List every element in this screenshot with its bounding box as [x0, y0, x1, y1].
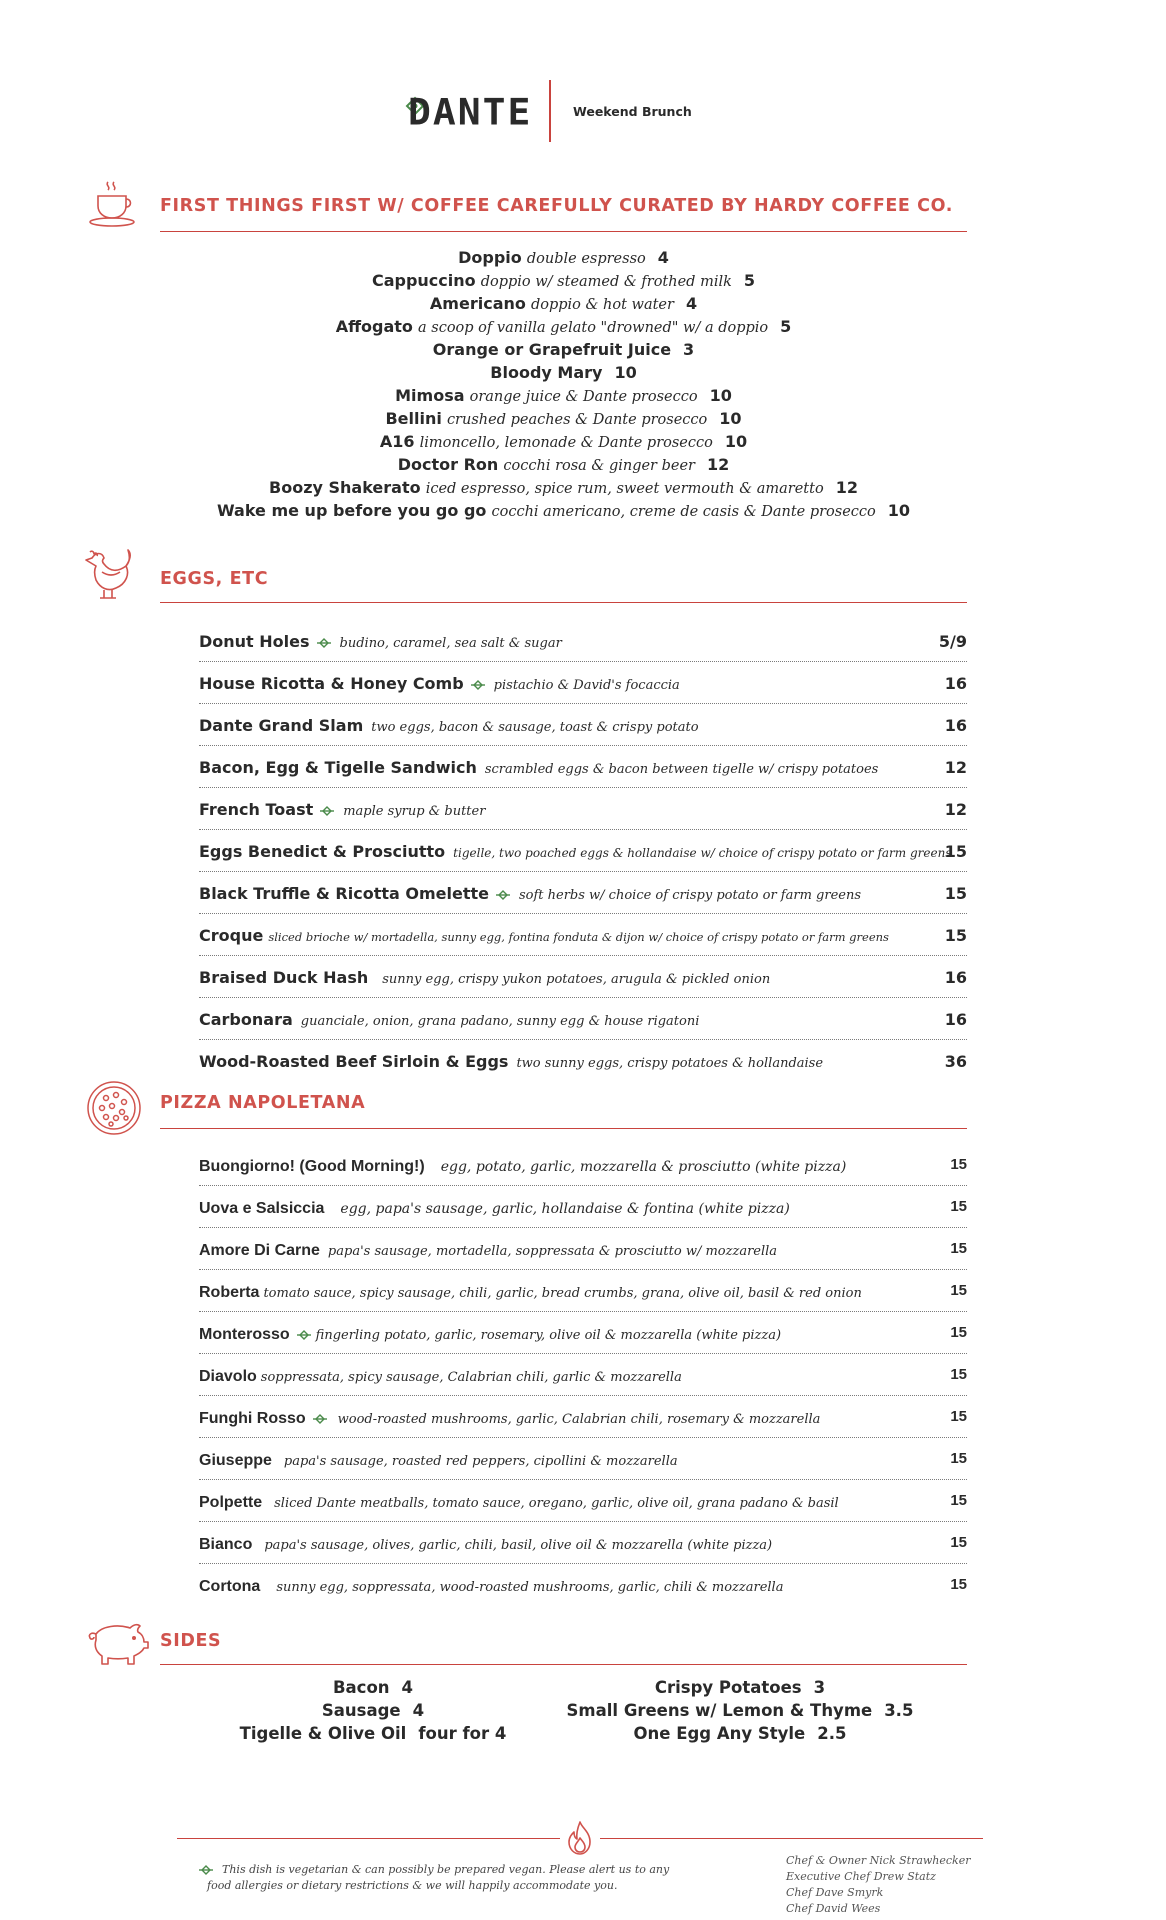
vegetarian-leaf-icon: [319, 806, 335, 816]
table-row: [199, 1522, 967, 1564]
list-item: [160, 292, 967, 315]
eggs-list: [199, 620, 967, 1082]
item-name: Cortona: [199, 1578, 261, 1595]
list-item: [560, 1676, 920, 1699]
item-desc: scrambled eggs & bacon between tigelle w/ crispy potatoes: [484, 762, 879, 777]
item-price: 15: [944, 884, 967, 903]
item-price: 4: [401, 1678, 414, 1697]
item-name: Crispy Potatoes: [654, 1678, 802, 1697]
item-desc: maple syrup & butter: [343, 804, 486, 819]
chef-credit: Chef Dave Smyrk: [786, 1886, 884, 1899]
item-price: 5: [743, 271, 756, 290]
list-item: [160, 246, 967, 269]
item-name: Orange or Grapefruit Juice: [432, 340, 672, 359]
table-row: [199, 830, 967, 872]
chef-credit: Chef & Owner Nick Strawhecker: [786, 1854, 971, 1867]
list-item: [160, 338, 967, 361]
item-desc: pistachio & David's focaccia: [493, 678, 680, 693]
list-item: [560, 1722, 920, 1745]
list-item: [160, 315, 967, 338]
item-desc: sliced Dante meatballs, tomato sauce, oregano, garlic, olive oil, grana padano & basil: [274, 1496, 839, 1511]
vegetarian-leaf-icon: [495, 890, 511, 900]
sides-left-list: [218, 1676, 528, 1745]
list-item: [160, 407, 967, 430]
item-price: 15: [944, 842, 967, 861]
item-price: 15: [950, 1198, 967, 1215]
table-row: [199, 1040, 967, 1082]
item-price: 10: [724, 432, 748, 451]
item-price: 15: [950, 1450, 967, 1467]
item-desc: crushed peaches & Dante prosecco: [446, 412, 708, 428]
item-name: Amore Di Carne: [199, 1242, 320, 1259]
item-name: Bacon, Egg & Tigelle Sandwich: [199, 758, 477, 777]
item-price: 16: [944, 674, 967, 693]
menu-subtitle: Weekend Brunch: [573, 104, 692, 119]
item-name: Bacon: [332, 1678, 390, 1697]
item-desc: a scoop of vanilla gelato "drowned" w/ a doppio: [418, 320, 769, 336]
item-desc: egg, papa's sausage, garlic, hollandaise & fontina (white pizza): [340, 1201, 790, 1217]
item-price: 10: [887, 501, 911, 520]
item-desc: tigelle, two poached eggs & hollandaise w/ choice of crispy potato or farm greens: [453, 846, 952, 860]
sides-section-rule: [160, 1664, 967, 1665]
rooster-icon: [82, 548, 134, 602]
item-desc: doppio & hot water: [530, 297, 674, 313]
item-price: 15: [950, 1156, 967, 1173]
item-price: 3: [683, 340, 695, 359]
item-name: Diavolo: [199, 1368, 257, 1385]
eggs-section-title: EGGS, ETC: [160, 569, 269, 589]
item-name: Wake me up before you go go: [216, 501, 487, 520]
item-desc: sunny egg, crispy yukon potatoes, arugula & pickled onion: [382, 972, 771, 987]
item-price: 15: [950, 1324, 967, 1341]
item-name: Doctor Ron: [397, 455, 499, 474]
table-row: [199, 914, 967, 956]
sides-section-title: SIDES: [160, 1631, 222, 1651]
item-desc: fingerling potato, garlic, rosemary, olive oil & mozzarella (white pizza): [315, 1328, 782, 1343]
dietary-note: [198, 1862, 678, 1894]
list-item: [160, 430, 967, 453]
vegetarian-leaf-icon: [198, 1865, 214, 1875]
item-price: 15: [950, 1240, 967, 1257]
item-price: 16: [944, 968, 967, 987]
item-name: Wood-Roasted Beef Sirloin & Eggs: [199, 1052, 509, 1071]
pizza-section-rule: [160, 1128, 967, 1129]
item-name: Americano: [429, 294, 526, 313]
vegetarian-leaf-icon: [312, 1414, 328, 1424]
flame-icon: [566, 1820, 594, 1856]
item-price: 3.5: [884, 1701, 914, 1720]
header-divider: [549, 80, 551, 142]
item-desc: sunny egg, soppressata, wood-roasted mushrooms, garlic, chili & mozzarella: [276, 1580, 784, 1595]
table-row: [199, 788, 967, 830]
item-name: House Ricotta & Honey Comb: [199, 674, 464, 693]
item-name: Braised Duck Hash: [199, 968, 369, 987]
item-name: Donut Holes: [199, 632, 310, 651]
item-price: 4: [412, 1701, 425, 1720]
item-price: 15: [950, 1366, 967, 1383]
item-name: Croque: [199, 926, 264, 945]
item-price: 12: [944, 800, 967, 819]
coffee-section-rule: [160, 231, 967, 232]
item-price: 12: [944, 758, 967, 777]
menu-header: [0, 78, 1166, 148]
vegetarian-leaf-icon: [296, 1330, 312, 1340]
item-price: 15: [950, 1282, 967, 1299]
item-name: Polpette: [199, 1494, 263, 1511]
item-name: Bianco: [199, 1536, 253, 1553]
item-price: 15: [950, 1534, 967, 1551]
pizza-icon: [86, 1080, 142, 1136]
item-desc: doppio w/ steamed & frothed milk: [480, 274, 732, 290]
coffee-cup-icon: [86, 178, 138, 230]
list-item: [560, 1699, 920, 1722]
item-price: 5: [780, 317, 792, 336]
chef-credit: Executive Chef Drew Statz: [786, 1870, 936, 1883]
table-row: [199, 662, 967, 704]
item-price: 10: [614, 363, 637, 382]
table-row: [199, 1228, 967, 1270]
item-name: Cappuccino: [371, 271, 476, 290]
item-desc: sliced brioche w/ mortadella, sunny egg, fontina fonduta & dijon w/ choice of crispy potato or farm greens: [268, 930, 889, 944]
item-price: 10: [709, 386, 732, 405]
item-desc: two sunny eggs, crispy potatoes & hollandaise: [516, 1056, 824, 1071]
table-row: [199, 1312, 967, 1354]
item-desc: papa's sausage, olives, garlic, chili, basil, olive oil & mozzarella (white pizza): [264, 1538, 773, 1553]
list-item: [218, 1699, 528, 1722]
list-item: [160, 499, 967, 522]
item-name: Boozy Shakerato: [269, 478, 421, 497]
table-row: [199, 620, 967, 662]
item-name: Bellini: [385, 409, 442, 428]
item-price: 15: [950, 1492, 967, 1509]
item-desc: cocchi americano, creme de casis & Dante prosecco: [491, 504, 876, 520]
pizza-section-title: PIZZA NAPOLETANA: [160, 1093, 366, 1113]
coffee-section-title: FIRST THINGS FIRST W/ COFFEE CAREFULLY CURATED BY HARDY COFFEE CO.: [160, 196, 953, 216]
item-name: Funghi Rosso: [199, 1410, 306, 1427]
chef-credit: Chef David Wees: [786, 1902, 881, 1915]
list-item: [160, 269, 967, 292]
item-desc: tomato sauce, spicy sausage, chili, garlic, bread crumbs, grana, olive oil, basil & red onion: [263, 1286, 862, 1301]
item-name: French Toast: [199, 800, 314, 819]
footer-rule-right: [600, 1838, 983, 1839]
sides-right-list: [560, 1676, 920, 1745]
item-price: 15: [944, 926, 967, 945]
table-row: [199, 704, 967, 746]
item-price: 16: [944, 1010, 967, 1029]
item-name: Eggs Benedict & Prosciutto: [199, 842, 446, 861]
item-name: Dante Grand Slam: [199, 716, 364, 735]
item-desc: iced espresso, spice rum, sweet vermouth & amaretto: [425, 481, 824, 497]
chef-credits: [786, 1853, 971, 1917]
item-name: Mimosa: [395, 386, 465, 405]
item-price: 15: [950, 1408, 967, 1425]
item-price: 5/9: [938, 632, 967, 651]
item-name: Doppio: [458, 248, 522, 267]
item-desc: double espresso: [526, 251, 646, 267]
item-price: 3: [813, 1678, 826, 1697]
item-price: 10: [719, 409, 742, 428]
item-price: 4: [685, 294, 698, 313]
dietary-note-line: This dish is vegetarian & can possibly be prepared vegan. Please alert us to any: [222, 1863, 670, 1876]
item-desc: soft herbs w/ choice of crispy potato or farm greens: [518, 888, 861, 903]
dietary-note-line: food allergies or dietary restrictions & we will happily accommodate you.: [207, 1879, 618, 1892]
table-row: [199, 1186, 967, 1228]
item-name: Buongiorno! (Good Morning!): [199, 1158, 425, 1175]
item-name: Carbonara: [199, 1010, 293, 1029]
item-price: 36: [944, 1052, 967, 1071]
item-price: 4: [657, 248, 669, 267]
item-name: Monterosso: [199, 1326, 290, 1343]
item-desc: guanciale, onion, grana padano, sunny egg & house rigatoni: [300, 1014, 700, 1029]
item-name: One Egg Any Style: [633, 1724, 806, 1743]
item-price: four for 4: [418, 1724, 507, 1743]
item-desc: egg, potato, garlic, mozzarella & prosciutto (white pizza): [440, 1159, 847, 1175]
item-desc: papa's sausage, mortadella, soppressata & prosciutto w/ mozzarella: [327, 1244, 778, 1259]
eggs-section-rule: [160, 602, 967, 603]
item-name: Roberta: [199, 1284, 260, 1301]
item-name: A16: [379, 432, 415, 451]
list-item: [160, 361, 967, 384]
restaurant-logo: DANTE: [408, 91, 533, 133]
item-name: Small Greens w/ Lemon & Thyme: [566, 1701, 873, 1720]
item-price: 16: [944, 716, 967, 735]
list-item: [218, 1722, 528, 1745]
item-desc: soppressata, spicy sausage, Calabrian chili, garlic & mozzarella: [260, 1370, 682, 1385]
item-desc: limoncello, lemonade & Dante prosecco: [419, 435, 713, 451]
item-desc: cocchi rosa & ginger beer: [503, 458, 695, 474]
item-desc: wood-roasted mushrooms, garlic, Calabrian chili, rosemary & mozzarella: [337, 1412, 821, 1427]
item-desc: orange juice & Dante prosecco: [469, 389, 698, 405]
item-desc: budino, caramel, sea salt & sugar: [339, 636, 562, 651]
coffee-list: [160, 246, 967, 522]
item-name: Tigelle & Olive Oil: [239, 1724, 407, 1743]
item-name: Black Truffle & Ricotta Omelette: [199, 884, 489, 903]
item-desc: two eggs, bacon & sausage, toast & crispy potato: [371, 720, 699, 735]
table-row: [199, 1480, 967, 1522]
list-item: [160, 476, 967, 499]
item-name: Giuseppe: [199, 1452, 272, 1469]
item-desc: papa's sausage, roasted red peppers, cipollini & mozzarella: [283, 1454, 678, 1469]
table-row: [199, 746, 967, 788]
item-name: Bloody Mary: [490, 363, 603, 382]
table-row: [199, 1438, 967, 1480]
vegetarian-leaf-icon: [470, 680, 486, 690]
pizza-list: [199, 1144, 967, 1606]
table-row: [199, 1396, 967, 1438]
item-name: Sausage: [321, 1701, 401, 1720]
list-item: [160, 384, 967, 407]
item-name: Affogato: [335, 317, 413, 336]
item-price: 12: [835, 478, 858, 497]
table-row: [199, 1354, 967, 1396]
table-row: [199, 1144, 967, 1186]
list-item: [160, 453, 967, 476]
item-price: 12: [706, 455, 730, 474]
table-row: [199, 1564, 967, 1606]
item-price: 2.5: [817, 1724, 847, 1743]
table-row: [199, 1270, 967, 1312]
table-row: [199, 998, 967, 1040]
vegetarian-leaf-icon: [316, 638, 332, 648]
table-row: [199, 956, 967, 998]
list-item: [218, 1676, 528, 1699]
item-price: 15: [950, 1576, 967, 1593]
item-name: Uova e Salsiccia: [199, 1200, 325, 1217]
footer-rule-left: [177, 1838, 560, 1839]
table-row: [199, 872, 967, 914]
pig-icon: [86, 1620, 150, 1666]
